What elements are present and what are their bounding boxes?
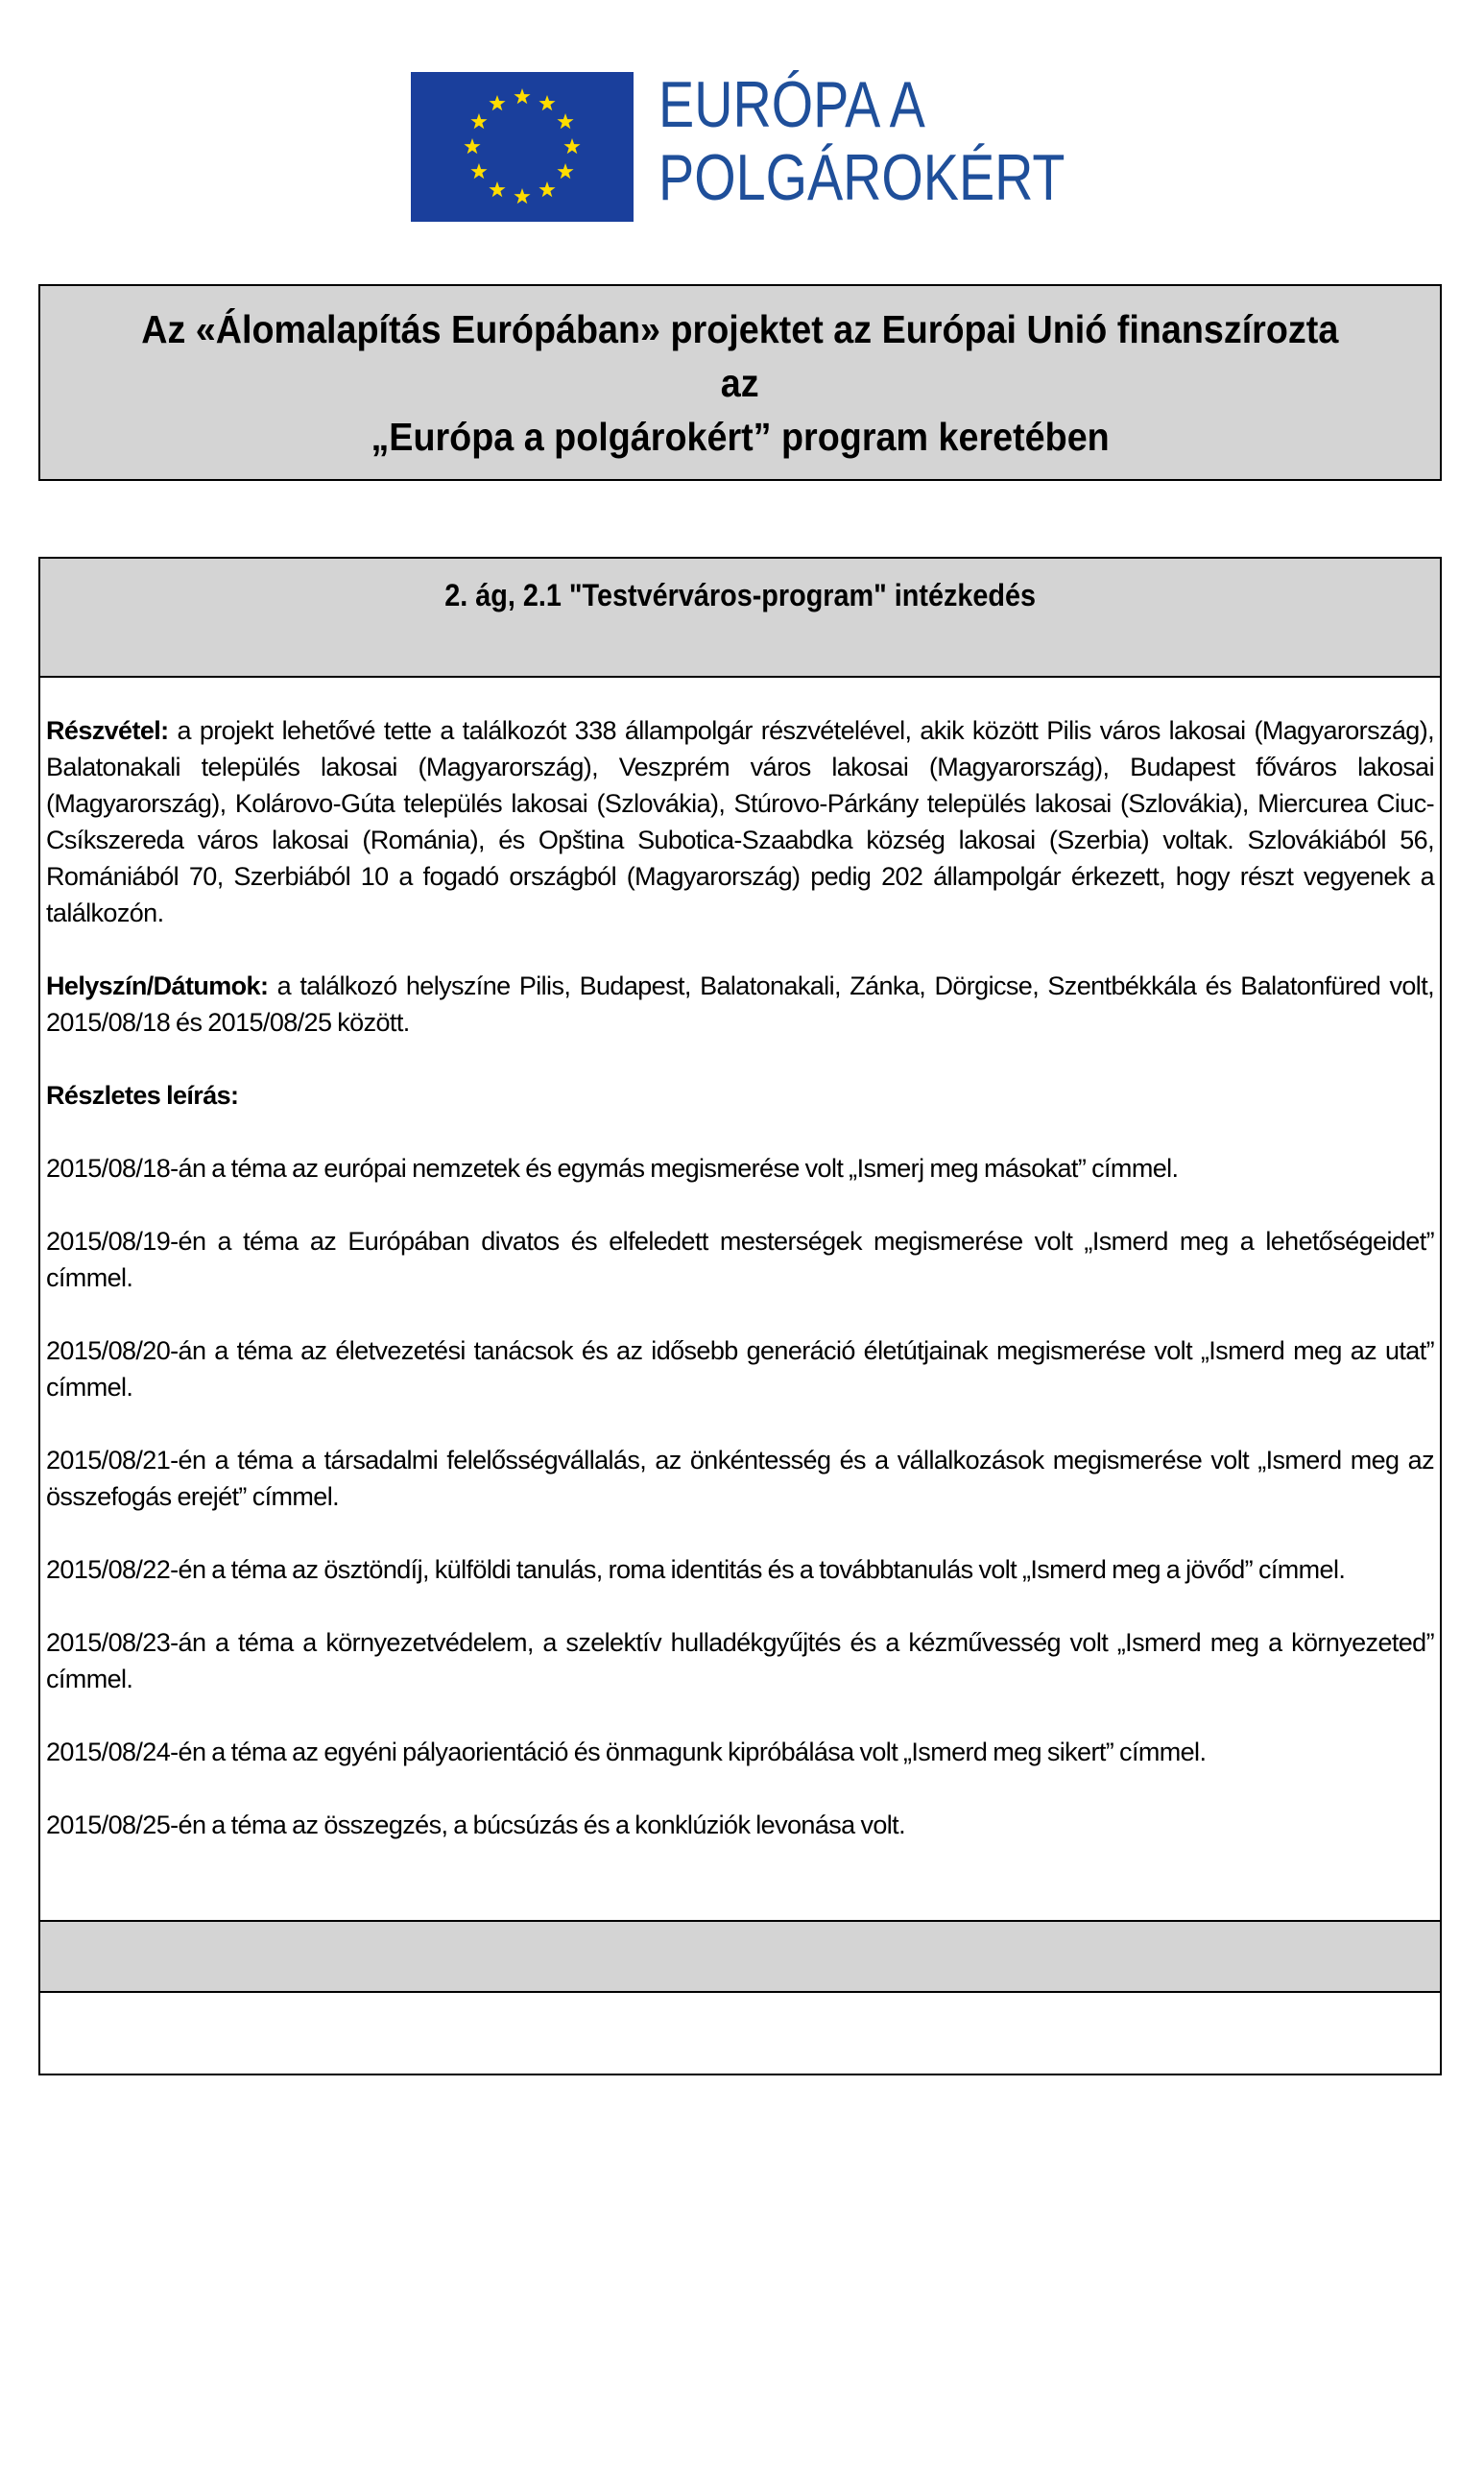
empty-white-row <box>40 1993 1440 2052</box>
day-paragraph: 2015/08/25-én a téma az összegzés, a búcsúzás és a konklúziók levonása volt. <box>46 1811 905 1839</box>
title-line-2: az <box>721 360 759 405</box>
logo-line-1: EURÓPA A <box>658 68 925 141</box>
day-paragraph: 2015/08/24-én a téma az egyéni pályaorientáció és önmagunk kipróbálása volt „Ismerd meg sikert” címmel. <box>46 1738 1207 1766</box>
location-text: a találkozó helyszíne Pilis, Budapest, Balatonakali, Zánka, Dörgicse, Szentbékkála és Balatonfüred volt, 2015/08/18 és 2015/08/25 között. <box>46 971 1434 1037</box>
main-header-text: 2. ág, 2.1 "Testvérváros-program" intézkedés <box>444 578 1036 612</box>
eu-flag-icon <box>411 72 634 222</box>
participation-text: a projekt lehetővé tette a találkozót 338 állampolgár részvételével, akik között Pilis város lakosai (Magyarország), Balatonakali település lakosai (Magyarország), Veszprém város lakosai (Magyarország), Budapest főváros lakosai (Magyarország), Kolárovo-Gúta település lakosai (Szlovákia), Stúrovo-Párkány település lakosai (Szlovákia), Miercurea Ciuc-Csíkszereda város lakosai (Románia), és Opština Subotica-Szaabdka község lakosai (Szerbia) voltak. Szlovákiából 56, Romániából 70, Szerbiából 10 a fogadó országból (Magyarország) pedig 202 állampolgár érkezett, hogy részt vegyenek a találkozón. <box>46 716 1434 927</box>
main-table <box>38 557 1442 2075</box>
location-paragraph <box>46 968 1434 1041</box>
location-label: Helyszín/Dátumok: <box>46 971 269 1000</box>
empty-gray-row <box>40 1922 1440 1993</box>
main-header <box>40 559 1440 678</box>
logo-wordmark <box>658 68 1065 214</box>
day-paragraph: 2015/08/18-án a téma az európai nemzetek és egymás megismerése volt „Ismerj meg másokat” címmel. <box>46 1154 1179 1183</box>
day-paragraph: 2015/08/19-én a téma az Európában divatos és elfeledett mesterségek megismerése volt „Ismerd meg a lehetőségeidet” címmel. <box>46 1227 1434 1292</box>
eu-logo <box>411 68 1121 226</box>
participation-paragraph <box>46 712 1434 931</box>
day-paragraph: 2015/08/21-én a téma a társadalmi felelősségvállalás, az önkéntesség és a vállalkozások megismerése volt „Ismerd meg az összefogás erejét” címmel. <box>46 1446 1434 1511</box>
title-line-1: Az «Álomalapítás Európában» projektet az Európai Unió finanszírozta <box>141 306 1339 351</box>
logo-line-2: POLGÁROKÉRT <box>658 141 1065 214</box>
details-label: Részletes leírás: <box>46 1081 239 1110</box>
day-paragraph: 2015/08/20-án a téma az életvezetési tanácsok és az idősebb generáció életútjainak megismerése volt „Ismerd meg az utat” címmel. <box>46 1336 1434 1402</box>
participation-label: Részvétel: <box>46 716 169 745</box>
details-heading <box>46 1077 1434 1114</box>
title-box <box>38 284 1442 481</box>
main-body <box>40 678 1440 1922</box>
title-line-3: „Európa a polgárokért” program keretében <box>371 414 1110 459</box>
day-paragraph: 2015/08/22-én a téma az ösztöndíj, külföldi tanulás, roma identitás és a továbbtanulás volt „Ismerd meg a jövőd” címmel. <box>46 1555 1346 1584</box>
day-paragraph: 2015/08/23-án a téma a környezetvédelem, a szelektív hulladékgyűjtés és a kézművesség volt „Ismerd meg a környezeted” címmel. <box>46 1628 1434 1693</box>
